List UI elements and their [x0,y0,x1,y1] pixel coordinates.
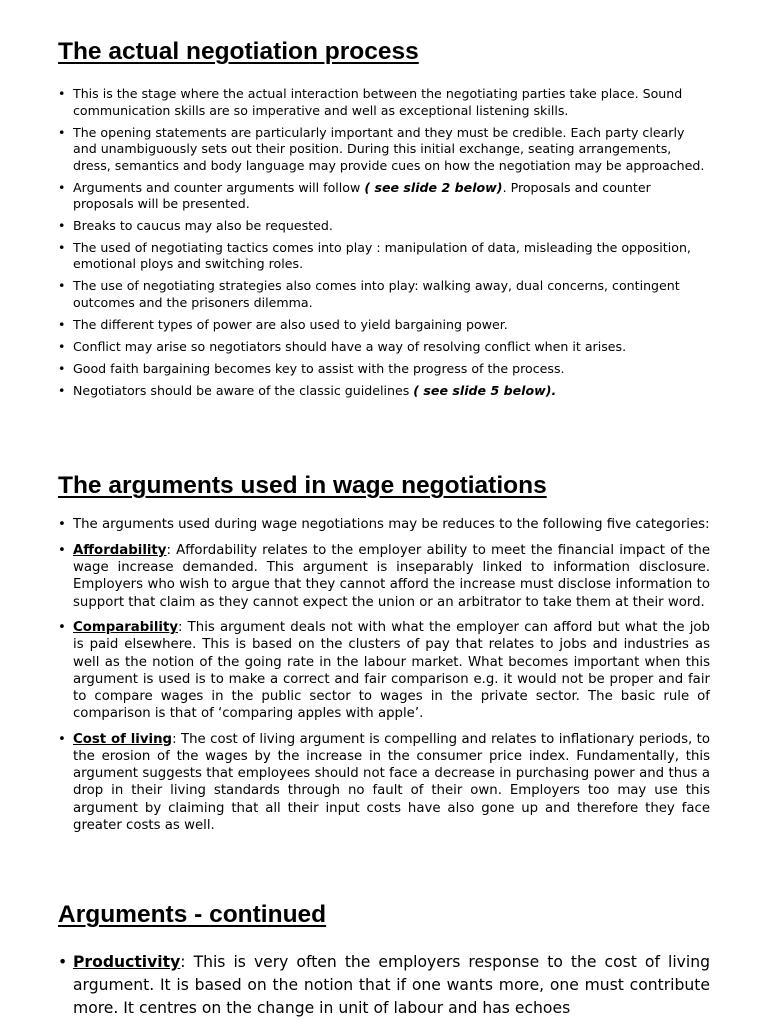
slide-reference: ( see slide 5 below). [413,382,557,398]
section-arguments-continued [58,900,710,1020]
list-item: • The arguments used during wage negotiations may be reduces to the following five categories: [58,516,710,533]
section-title: The actual negotiation process [58,38,419,65]
slide-reference: ( see slide 2 below) [364,179,503,195]
list-item: • Cost of living: The cost of living argument is compelling and relates to inflationary periods, to the erosion of the wages by the increase in the consumer price index. Fundamentally, this argument suggests that employees should not face a decrease in purchasing power and thus a drop in their living standards through no fault of their own. Employers too may use this argument by claiming that all their input costs have also gone up and therefore they face greater costs as well. [58,731,710,834]
list-item: • Comparability: This argument deals not with what the employer can afford but what the job is paid elsewhere. This is based on the clusters of pay that relates to jobs and industries as well as the notion of the going rate in the labour market. What becomes important when this argument is used is to make a correct and fair comparison e.g. it would not be proper and fair to compare wages in the public sector to wages in the private sector. The basic rule of comparison is that of ‘comparing apples with apple’. [58,619,710,722]
section-negotiation-process [58,37,710,405]
section-wage-arguments [58,471,710,842]
list-item: • Affordability: Affordability relates to the employer ability to meet the financial impact of the wage increase demanded. This argument is inseparably linked to information disclosure. Employers who wish to argue that they cannot afford the increase must disclose information to support that claim as they cannot expect the union or an arbitrator to take them at their word. [58,542,710,611]
list-item: • Conflict may arise so negotiators should have a way of resolving conflict when it arises. [58,339,710,355]
list-item: • The used of negotiating tactics comes into play : manipulation of data, misleading the opposition, emotional ploys and switching roles. [58,240,710,273]
argument-term: Affordability [73,542,167,558]
argument-term: Cost of living [73,731,173,747]
list-item: • The different types of power are also used to yield bargaining power. [58,317,710,333]
list-item: • This is the stage where the actual interaction between the negotiating parties take place. Sound communication skills are so imperative and well as exceptional listening skills. [58,86,710,119]
list-item: • Breaks to caucus may also be requested. [58,218,710,234]
bullet-list [58,516,710,834]
argument-term: Productivity [73,953,181,972]
list-item: • Arguments and counter arguments will follow ( see slide 2 below). Proposals and counter proposals will be presented. [58,180,710,213]
argument-term: Comparability [73,620,178,636]
bullet-list [58,951,710,1019]
list-item: • The use of negotiating strategies also comes into play: walking away, dual concerns, contingent outcomes and the prisoners dilemma. [58,278,710,311]
list-item: • Negotiators should be aware of the classic guidelines ( see slide 5 below). [58,383,710,399]
section-title: The arguments used in wage negotiations [58,472,547,499]
list-item: • Good faith bargaining becomes key to assist with the progress of the process. [58,361,710,377]
list-item: • The opening statements are particularly important and they must be credible. Each party clearly and unambiguously sets out their position. During this initial exchange, seating arrangements, dress, semantics and body language may provide cues on how the negotiation may be approached. [58,125,710,174]
bullet-list [58,86,710,399]
section-title: Arguments - continued [58,901,327,928]
list-item: • Productivity: This is very often the employers response to the cost of living argument. It is based on the notion that if one wants more, one must contribute more. It centres on the change in unit of labour and has echoes [58,951,710,1019]
